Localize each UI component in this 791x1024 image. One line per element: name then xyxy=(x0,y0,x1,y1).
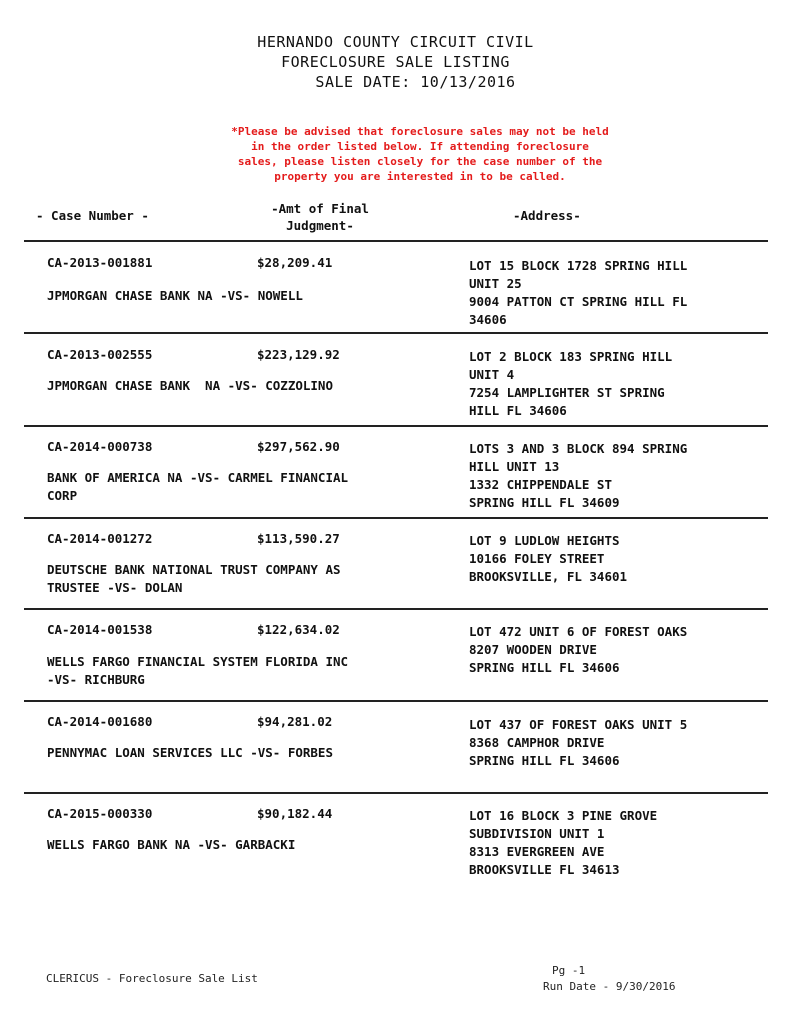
address-line: 7254 LAMPLIGHTER ST SPRING xyxy=(469,385,665,400)
judgment-amount: $223,129.92 xyxy=(257,347,340,362)
address-line: 8368 CAMPHOR DRIVE xyxy=(469,735,605,750)
judgment-amount: $113,590.27 xyxy=(257,531,340,546)
column-header-address: -Address- xyxy=(513,208,581,223)
case-number: CA-2014-001272 xyxy=(47,531,153,546)
sale-date: SALE DATE: 10/13/2016 xyxy=(315,73,516,91)
address-line: LOT 16 BLOCK 3 PINE GROVE xyxy=(469,808,658,823)
row-divider xyxy=(24,700,768,702)
address-line: 8207 WOODEN DRIVE xyxy=(469,642,597,657)
judgment-amount: $28,209.41 xyxy=(257,255,333,270)
judgment-amount: $297,562.90 xyxy=(257,439,340,454)
address-line: LOT 15 BLOCK 1728 SPRING HILL xyxy=(469,258,688,273)
address-line: 10166 FOLEY STREET xyxy=(469,551,605,566)
address-line: HILL FL 34606 xyxy=(469,403,567,418)
column-header-amount-line1: -Amt of Final xyxy=(271,201,369,216)
address-line: UNIT 25 xyxy=(469,276,522,291)
case-parties: BANK OF AMERICA NA -VS- CARMEL FINANCIAL xyxy=(47,470,349,485)
footer-run-date: Run Date - 9/30/2016 xyxy=(543,980,676,993)
address-line: SUBDIVISION UNIT 1 xyxy=(469,826,605,841)
address-line: LOTS 3 AND 3 BLOCK 894 SPRING xyxy=(469,441,688,456)
address-line: BROOKSVILLE, FL 34601 xyxy=(469,569,628,584)
case-parties: WELLS FARGO FINANCIAL SYSTEM FLORIDA INC xyxy=(47,654,349,669)
row-divider xyxy=(24,608,768,610)
row-divider xyxy=(24,332,768,334)
address-line: LOT 472 UNIT 6 OF FOREST OAKS xyxy=(469,624,688,639)
address-line: 1332 CHIPPENDALE ST xyxy=(469,477,612,492)
address-line: 34606 xyxy=(469,312,507,327)
judgment-amount: $90,182.44 xyxy=(257,806,333,821)
address-line: LOT 9 LUDLOW HEIGHTS xyxy=(469,533,620,548)
case-parties: DEUTSCHE BANK NATIONAL TRUST COMPANY AS xyxy=(47,562,341,577)
column-header-amount-line2: Judgment- xyxy=(286,218,354,233)
footer-page-number: Pg -1 xyxy=(552,964,586,977)
judgment-amount: $94,281.02 xyxy=(257,714,333,729)
notice-line: sales, please listen closely for the case number of the xyxy=(237,155,603,168)
judgment-amount: $122,634.02 xyxy=(257,622,340,637)
column-header-case-number: - Case Number - xyxy=(36,208,149,223)
footer-report-name: CLERICUS - Foreclosure Sale List xyxy=(46,972,258,985)
notice-line: in the order listed below. If attending foreclosure xyxy=(251,140,589,153)
case-number: CA-2015-000330 xyxy=(47,806,153,821)
address-line: SPRING HILL FL 34606 xyxy=(469,660,620,675)
case-parties: WELLS FARGO BANK NA -VS- GARBACKI xyxy=(47,837,296,852)
notice-line: property you are interested in to be called. xyxy=(274,170,566,183)
column-header-amount xyxy=(245,200,395,234)
case-parties: PENNYMAC LOAN SERVICES LLC -VS- FORBES xyxy=(47,745,333,760)
address-line: LOT 2 BLOCK 183 SPRING HILL xyxy=(469,349,673,364)
case-number: CA-2014-000738 xyxy=(47,439,153,454)
case-parties: TRUSTEE -VS- DOLAN xyxy=(47,580,183,595)
advisory-notice xyxy=(180,124,660,184)
case-number: CA-2013-002555 xyxy=(47,347,153,362)
row-divider xyxy=(24,425,768,427)
address-line: LOT 437 OF FOREST OAKS UNIT 5 xyxy=(469,717,688,732)
case-number: CA-2013-001881 xyxy=(47,255,153,270)
header-divider xyxy=(24,240,768,242)
address-line: BROOKSVILLE FL 34613 xyxy=(469,862,620,877)
report-title-line2: FORECLOSURE SALE LISTING xyxy=(281,53,510,71)
row-divider xyxy=(24,517,768,519)
case-parties: -VS- RICHBURG xyxy=(47,672,145,687)
address-line: 9004 PATTON CT SPRING HILL FL xyxy=(469,294,688,309)
row-divider xyxy=(24,792,768,794)
address-line: HILL UNIT 13 xyxy=(469,459,560,474)
case-parties: JPMORGAN CHASE BANK NA -VS- COZZOLINO xyxy=(47,378,333,393)
address-line: UNIT 4 xyxy=(469,367,515,382)
case-parties: CORP xyxy=(47,488,78,503)
case-number: CA-2014-001538 xyxy=(47,622,153,637)
report-title-line1: HERNANDO COUNTY CIRCUIT CIVIL xyxy=(257,33,534,51)
case-number: CA-2014-001680 xyxy=(47,714,153,729)
address-line: SPRING HILL FL 34606 xyxy=(469,753,620,768)
address-line: 8313 EVERGREEN AVE xyxy=(469,844,605,859)
case-parties: JPMORGAN CHASE BANK NA -VS- NOWELL xyxy=(47,288,303,303)
notice-line: *Please be advised that foreclosure sales may not be held xyxy=(231,125,609,138)
address-line: SPRING HILL FL 34609 xyxy=(469,495,620,510)
